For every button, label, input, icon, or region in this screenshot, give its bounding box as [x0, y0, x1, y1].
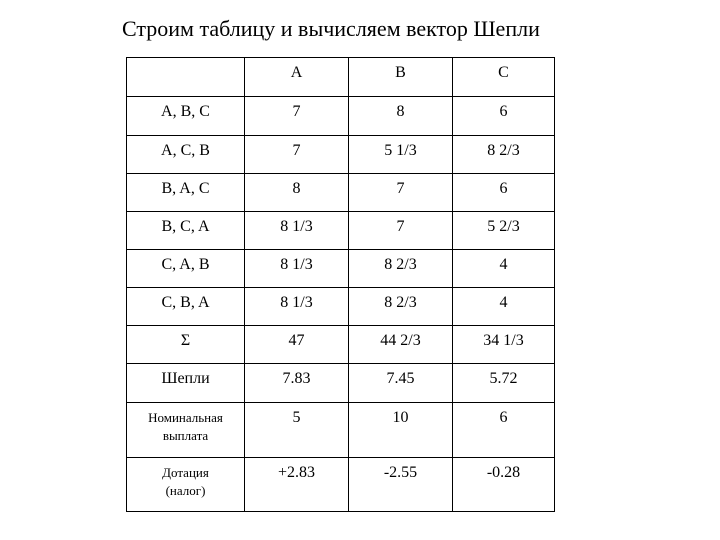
table-row [127, 212, 555, 250]
header-cell-a: A [245, 58, 349, 97]
table-row [127, 288, 555, 326]
shapley-table [126, 57, 555, 512]
table-cell: 4 [453, 288, 555, 326]
row-label: C, B, A [127, 288, 245, 326]
table-cell: 7 [245, 136, 349, 174]
table-cell: 4 [453, 250, 555, 288]
table-row-shapley [127, 364, 555, 403]
table-cell: 8 1/3 [245, 288, 349, 326]
table-row [127, 174, 555, 212]
table-cell: 34 1/3 [453, 326, 555, 364]
table-cell: 8 1/3 [245, 212, 349, 250]
header-cell-c: C [453, 58, 555, 97]
table-cell: 6 [453, 174, 555, 212]
table-cell: 5 [245, 403, 349, 458]
table-cell: 7 [349, 212, 453, 250]
table-row [127, 97, 555, 136]
table-cell: 6 [453, 403, 555, 458]
row-label: Σ [127, 326, 245, 364]
table-row-nominal [127, 403, 555, 458]
row-label: Шепли [127, 364, 245, 403]
row-label: B, A, C [127, 174, 245, 212]
table-row-sum [127, 326, 555, 364]
table-cell: 7 [245, 97, 349, 136]
table-cell: -2.55 [349, 458, 453, 512]
table-cell: 8 1/3 [245, 250, 349, 288]
row-label-line2: (налог) [165, 483, 206, 498]
header-cell-b: B [349, 58, 453, 97]
table-cell: 7 [349, 174, 453, 212]
table-cell: 8 2/3 [453, 136, 555, 174]
table-row [127, 250, 555, 288]
table-cell: 7.45 [349, 364, 453, 403]
table-row [127, 136, 555, 174]
row-label [127, 403, 245, 458]
table-cell: 5.72 [453, 364, 555, 403]
row-label: A, C, B [127, 136, 245, 174]
table-cell: 10 [349, 403, 453, 458]
table-cell: 47 [245, 326, 349, 364]
table-cell: 8 [245, 174, 349, 212]
row-label: A, B, C [127, 97, 245, 136]
table-cell: 44 2/3 [349, 326, 453, 364]
row-label: C, A, B [127, 250, 245, 288]
table-cell: 8 [349, 97, 453, 136]
table-cell: 8 2/3 [349, 250, 453, 288]
table-cell: 8 2/3 [349, 288, 453, 326]
row-label: B, C, A [127, 212, 245, 250]
header-cell-empty [127, 58, 245, 97]
table-cell: 7.83 [245, 364, 349, 403]
row-label [127, 458, 245, 512]
row-label-line1: Номинальная [148, 410, 223, 425]
table-cell: 5 1/3 [349, 136, 453, 174]
table-header-row [127, 58, 555, 97]
row-label-line2: выплата [162, 428, 209, 443]
table-cell: +2.83 [245, 458, 349, 512]
row-label-line1: Дотация [162, 465, 209, 480]
slide-title: Строим таблицу и вычисляем вектор Шепли [122, 16, 540, 41]
table-cell: 5 2/3 [453, 212, 555, 250]
table-row-subsidy [127, 458, 555, 512]
table-cell: 6 [453, 97, 555, 136]
table-cell: -0.28 [453, 458, 555, 512]
